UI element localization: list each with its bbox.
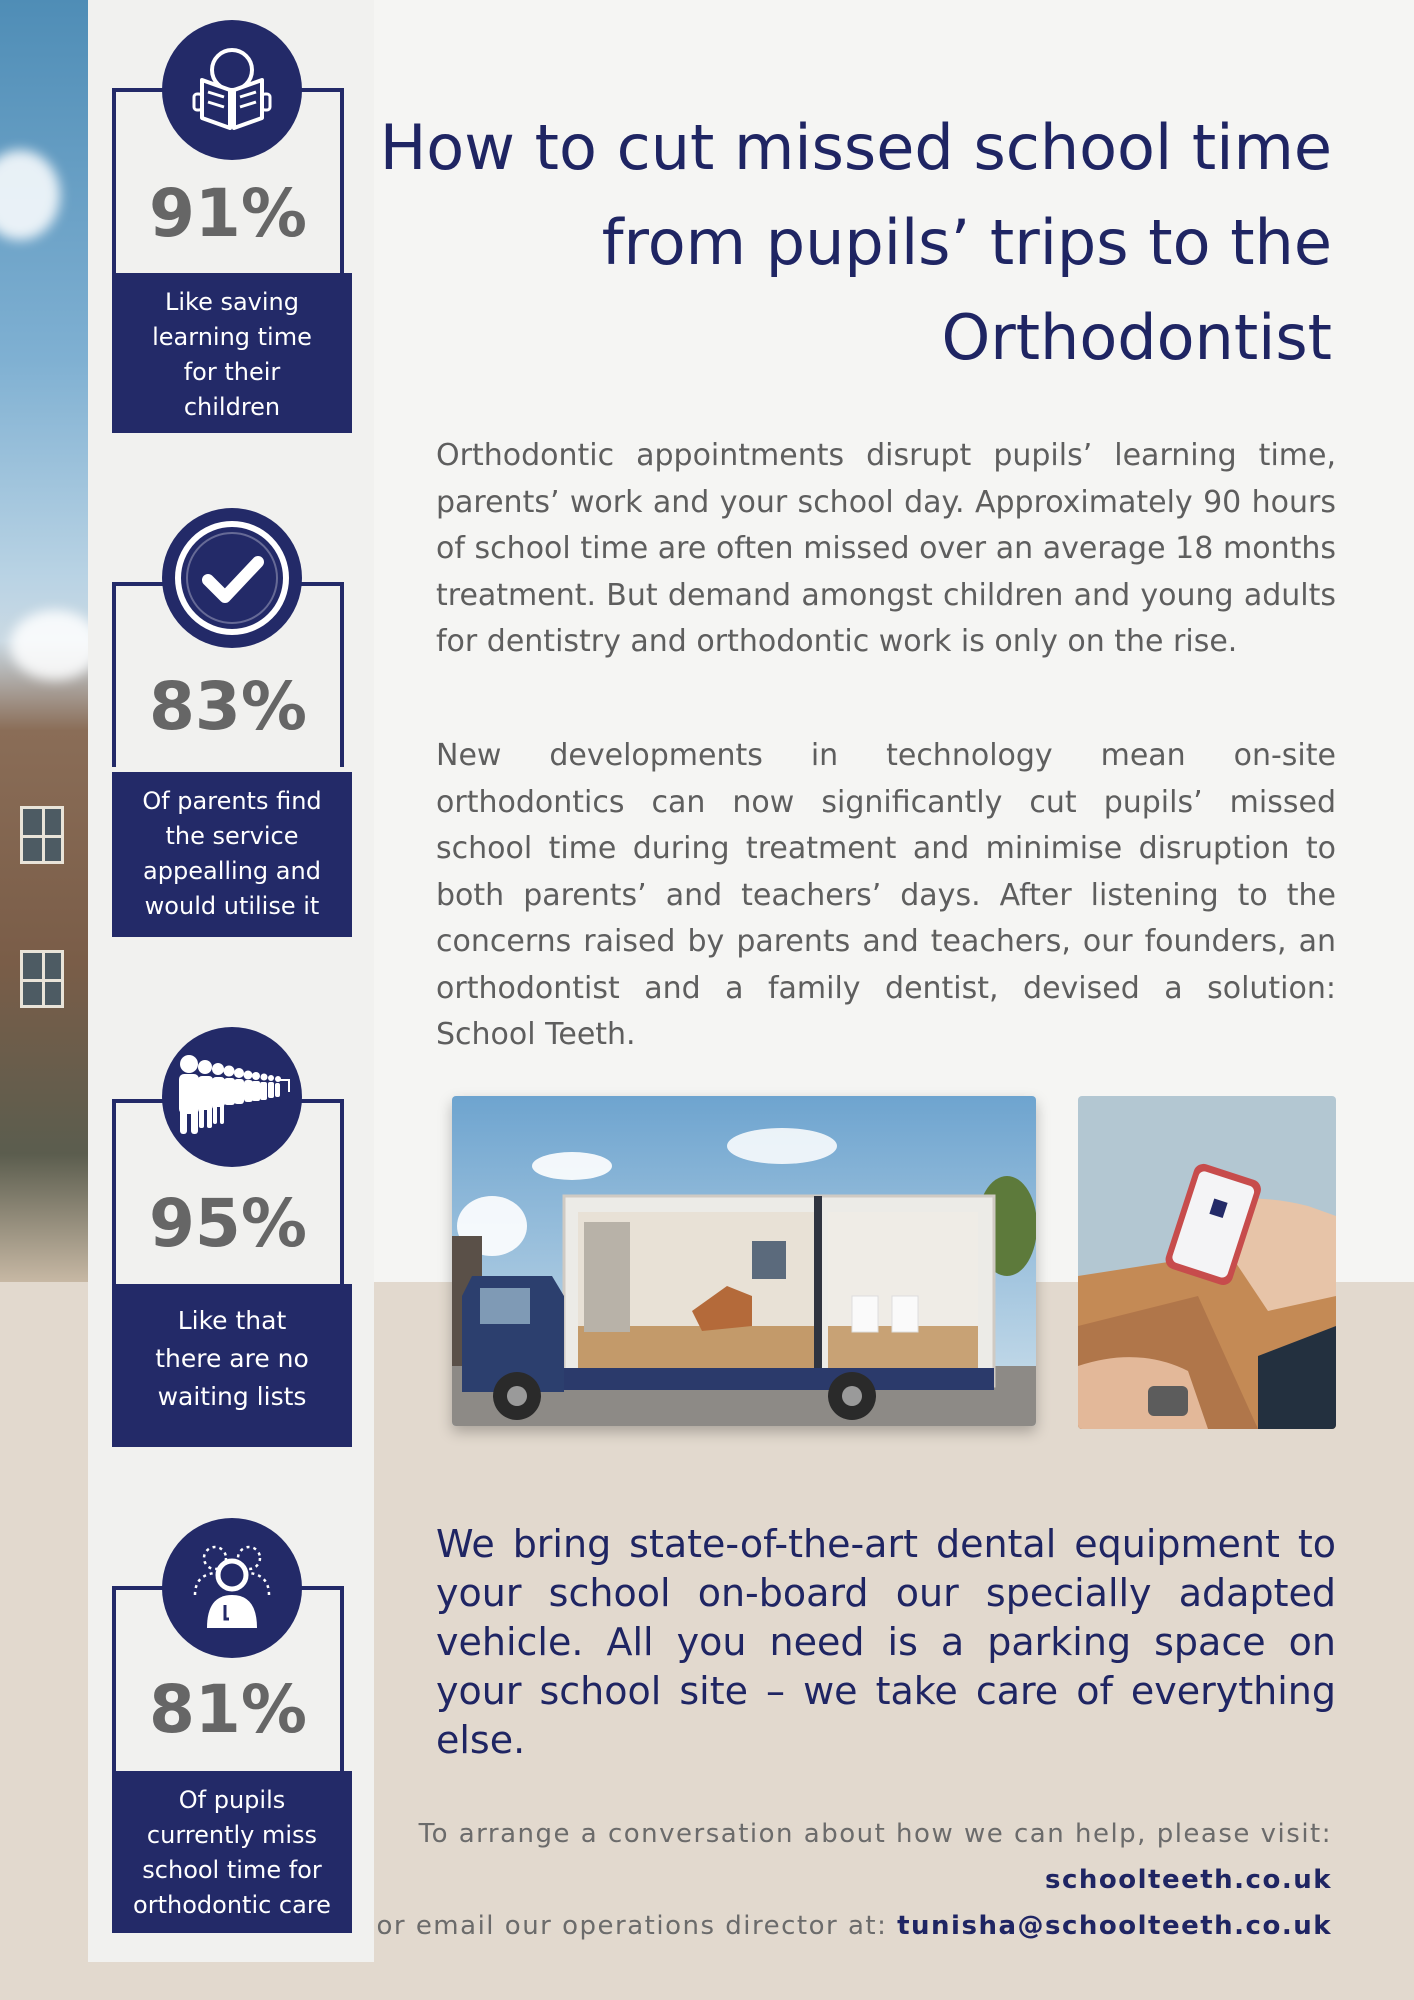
checkmark-icon (162, 508, 302, 648)
cta-email-row (372, 1911, 1332, 1941)
page-title: How to cut missed school time from pupils’ trips to the Orthodontist (379, 111, 1332, 374)
solution-paragraph: New developments in technology mean on-site orthodontics can now significantly cut pupils’ missed school time during treatment and minimise disruption to both parents’ and teachers’ days. After listening to the concerns raised by parents and teachers, our founders, an orthodontist and a family dentist, devised a solution: School Teeth. (436, 738, 1336, 1052)
reading-book-icon (162, 20, 302, 160)
school-building-background-photo (0, 0, 88, 1282)
stat-percentage: 95% (149, 1185, 307, 1262)
stat-caption: Like saving learning time for their children (112, 273, 352, 433)
stat-percentage: 91% (149, 175, 307, 252)
cta-visit-text: To arrange a conversation about how we can help, please visit: (418, 1819, 1332, 1849)
intro-paragraph: Orthodontic appointments disrupt pupils’ learning time, parents’ work and your school day. Approximately 90 hours of school time are often missed over an average 18 months treatment. But demand amongst children and young adults for dentistry and orthodontic work is only on the rise. (436, 438, 1336, 659)
stat-caption: Like that there are no waiting lists (112, 1284, 352, 1447)
mobile-dental-truck-photo (452, 1096, 1036, 1426)
website-link[interactable]: schoolteeth.co.uk (1045, 1865, 1332, 1895)
phone-booking-photo (1078, 1096, 1336, 1429)
stat-caption: Of pupils currently miss school time for orthodontic care (112, 1771, 352, 1933)
stat-percentage: 81% (149, 1671, 307, 1748)
pupil-group-icon (162, 1518, 302, 1658)
cta-website-row (372, 1865, 1332, 1895)
stat-caption: Of parents find the service appealling and would utilise it (112, 772, 352, 937)
people-queue-icon (162, 1027, 302, 1167)
stat-percentage: 83% (149, 668, 307, 745)
service-summary-text: We bring state-of-the-art dental equipment to your school on-board our specially adapted vehicle. All you need is a parking space on your school site – we take care of everything else. (436, 1522, 1336, 1762)
email-link[interactable]: tunisha@schoolteeth.co.uk (897, 1911, 1332, 1941)
cta-email-prefix: or email our operations director at: (376, 1911, 898, 1941)
